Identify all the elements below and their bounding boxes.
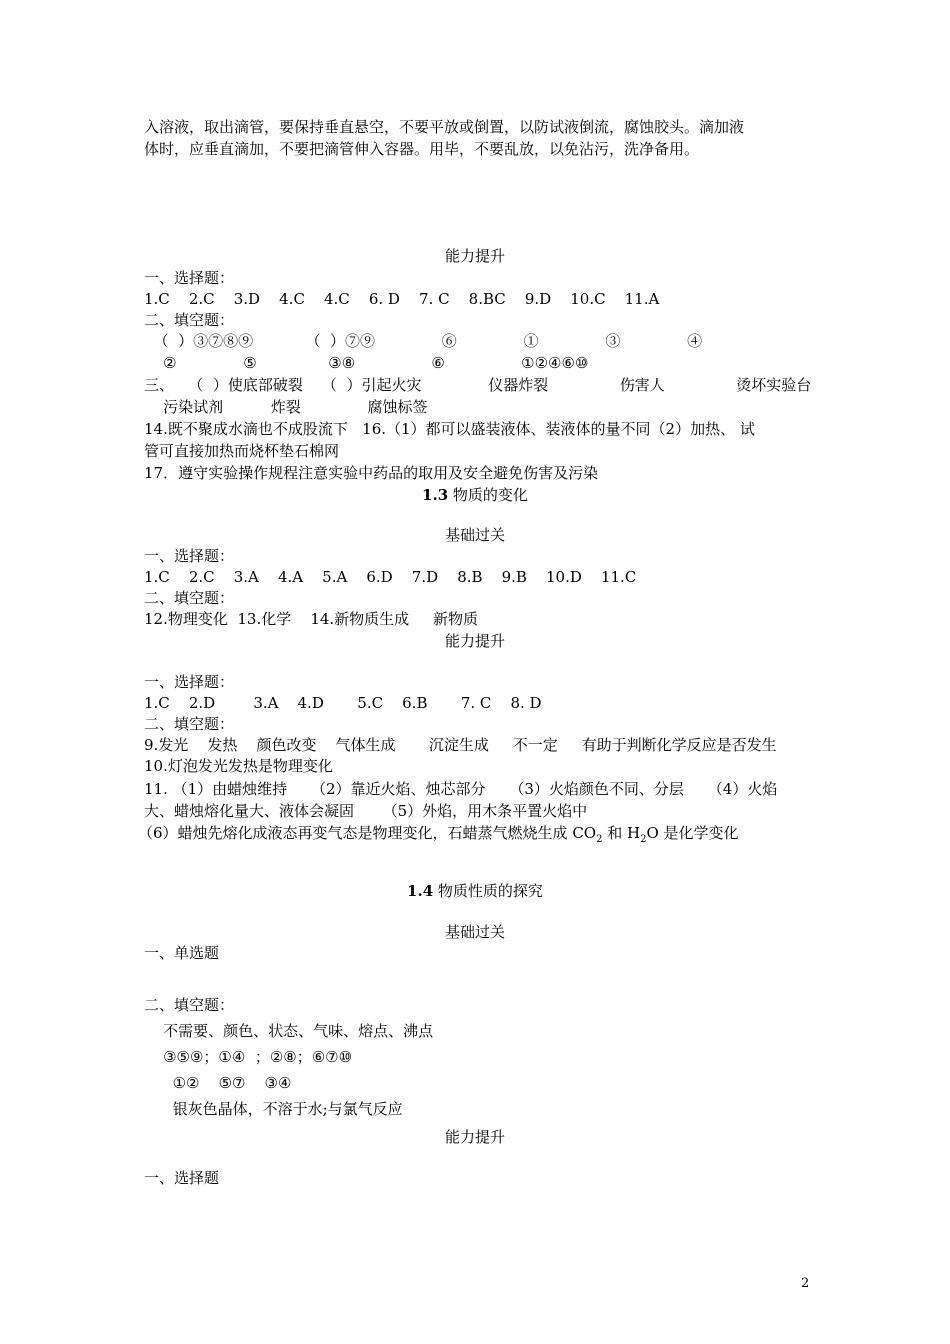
q9-line: 9.发光 发热 颜色改变 气体生成 沉淀生成 不一定 有助于判断化学反应是否发生: [144, 736, 777, 754]
fill-label: 二、填空题：: [144, 311, 235, 329]
ability-heading: 能力提升: [444, 247, 505, 265]
section-title: 物质的变化: [448, 486, 528, 504]
page-number: 2: [801, 1276, 810, 1291]
fill-answers-2: ② ⑤ ③⑧ ⑥ ①②④⑥⑩: [144, 354, 589, 372]
fill-label: 二、填空题：: [144, 715, 235, 733]
subscript-2: 2: [596, 834, 603, 845]
intro-line-1: 入溶液，取出滴管，要保持垂直悬空，不要平放或倒置，以防试液倒流，腐蚀胶头。滴加液: [144, 118, 745, 136]
q14-line-2: 管可直接加热而烧杯垫石棉网: [144, 442, 340, 460]
q11-text-a: （6）蜡烛先熔化成液态再变气态是物理变化，石蜡蒸气燃烧生成 CO: [138, 824, 597, 842]
fill-answers: 12.物理变化 13.化学 14.新物质生成 新物质: [144, 610, 479, 628]
q11-line-2: 大、蜡烛熔化量大、液体会凝固 （5）外焰，用木条平置火焰中: [144, 802, 588, 820]
ability-heading: 能力提升: [444, 1128, 505, 1146]
single-choice-label: 一、单选题: [144, 944, 220, 962]
section-title: 物质性质的探究: [433, 882, 543, 900]
q11-text-b: 和 H: [602, 824, 641, 842]
q11-text-c: O 是化学变化: [646, 824, 739, 842]
section3-line-1: 三、 （ ）使底部破裂 （ ）引起火灾 仪器炸裂 伤害人 烫坏实验台: [144, 376, 812, 394]
subscript-2: 2: [640, 834, 647, 845]
fill-answer-1: 不需要、颜色、状态、气味、熔点、沸点: [144, 1022, 434, 1040]
fill-answer-4: 银灰色晶体，不溶于水;与氯气反应: [144, 1100, 403, 1118]
fill-answers-1: （ ）③⑦⑧⑨ （ ）⑦⑨ ⑥ ① ③ ④: [144, 332, 703, 350]
choice-label: 一、选择题：: [144, 547, 235, 565]
choice-answers: 1.C 2.C 3.A 4.A 5.A 6.D 7.D 8.B 9.B 10.D 11.C: [144, 568, 637, 586]
choice-answers: 1.C 2.C 3.D 4.C 4.C 6. D 7. C 8.BC 9.D 10.C 11.A: [144, 290, 660, 308]
q11-line-3: [138, 823, 739, 850]
section-1-3-title: [0, 485, 950, 505]
choice-label: 一、选择题: [144, 1169, 220, 1187]
section3-line-2: 污染试剂 炸裂 腐蚀标签: [144, 398, 428, 416]
ability-heading: 能力提升: [444, 632, 505, 650]
choice-label: 一、选择题：: [144, 673, 235, 691]
q14-line-1: 14.既不聚成水滴也不成股流下 16.（1）都可以盛装液体、装液体的量不同（2）加热、 试: [144, 420, 755, 438]
fill-answer-3: ①② ⑤⑦ ③④: [144, 1074, 292, 1092]
fill-label: 二、填空题：: [144, 996, 235, 1014]
fill-label: 二、填空题：: [144, 589, 235, 607]
fill-answer-2: ③⑤⑨；①④ ；②⑧；⑥⑦⑩: [144, 1048, 353, 1066]
choice-answers: 1.C 2.D 3.A 4.D 5.C 6.B 7. C 8. D: [144, 694, 542, 712]
q10-line: 10.灯泡发光发热是物理变化: [144, 757, 333, 775]
section-number: 1.4: [407, 882, 434, 900]
q17-line: 17．遵守实验操作规程注意实验中药品的取用及安全避免伤害及污染: [144, 464, 599, 482]
choice-label: 一、选择题：: [144, 269, 235, 287]
section-number: 1.3: [422, 486, 449, 504]
basic-heading: 基础过关: [444, 526, 505, 544]
q11-line-1: 11. （1）由蜡烛维持 （2）靠近火焰、烛芯部分 （3）火焰颜色不同、分层 （4）火焰: [144, 780, 778, 798]
intro-line-2: 体时，应垂直滴加，不要把滴管伸入容器。用毕，不要乱放，以免沾污，洗净备用。: [144, 140, 700, 158]
section-1-4-title: [0, 881, 950, 901]
basic-heading: 基础过关: [444, 923, 505, 941]
